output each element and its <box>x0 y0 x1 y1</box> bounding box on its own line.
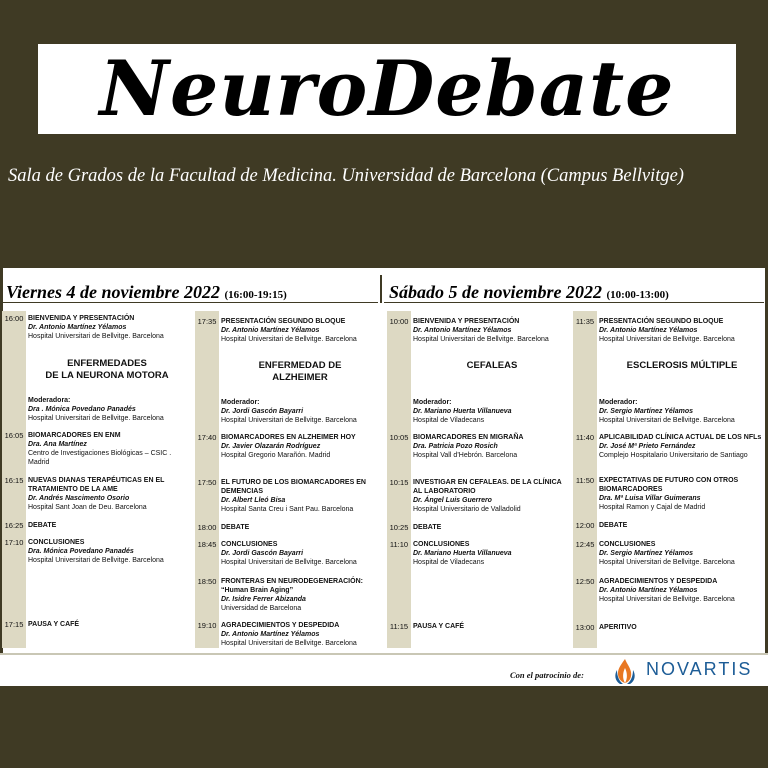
entry-title: BIENVENIDA Y PRESENTACIÓN <box>28 315 135 322</box>
entry-time: 12:45 <box>575 540 595 549</box>
schedule-entry <box>2 521 188 530</box>
entry-speaker: Dr. Sergio Martínez Yélamos <box>599 550 694 557</box>
entry-title: NUEVAS DIANAS TERAPÉUTICAS EN EL <box>28 477 165 484</box>
section-heading-line: ESCLEROSIS MÚLTIPLE <box>626 360 738 371</box>
entry-institution: Hospital Universitari de Bellvitge. Barcelona <box>221 640 357 647</box>
entry-title: CONCLUSIONES <box>221 541 278 548</box>
entry-time: 11:40 <box>575 433 595 442</box>
moderator-institution: Hospital Universitari de Bellvitge. Barcelona <box>221 417 357 424</box>
entry-time: 17:40 <box>197 433 217 442</box>
top-band <box>0 0 768 44</box>
schedule-entry <box>387 433 573 460</box>
section-heading-line: ENFERMEDAD DE <box>258 360 342 371</box>
moderator-block <box>573 398 767 425</box>
entry-title: DEMENCIAS <box>221 488 264 495</box>
entry-time: 11:15 <box>389 622 409 631</box>
schedule-entry <box>387 478 573 514</box>
entry-title: BIOMARCADORES EN ENM <box>28 432 121 439</box>
entry-speaker: Dr. Antonio Martínez Yélamos <box>599 587 698 594</box>
entry-time: 16:05 <box>4 431 24 440</box>
entry-speaker: Dra. Mª Luisa Villar Guimerans <box>599 495 701 502</box>
entry-institution: Hospital Ramon y Cajal de Madrid <box>599 504 706 511</box>
schedule-entry <box>387 317 573 344</box>
section-heading <box>411 360 573 372</box>
entry-speaker: Dr. José Mª Prieto Fernández <box>599 443 696 450</box>
entry-institution: Hospital Universitari de Bellvitge. Barcelona <box>221 559 357 566</box>
entry-time: 16:15 <box>4 476 24 485</box>
entry-time: 16:25 <box>4 521 24 530</box>
entry-speaker: Dr. Jordi Gascón Bayarri <box>221 550 304 557</box>
moderator-label: Moderador: <box>413 399 452 406</box>
entry-title: EL FUTURO DE LOS BIOMARCADORES EN <box>221 479 366 486</box>
footer-band <box>0 686 768 768</box>
page-title: NeuroDebate <box>99 44 675 133</box>
friday-rule <box>3 302 378 303</box>
entry-time: 10:05 <box>389 433 409 442</box>
entry-title: PAUSA Y CAFÉ <box>28 621 80 628</box>
entry-title: “Human Brain Aging” <box>221 587 294 594</box>
entry-institution: Hospital Universitari de Bellvitge. Barcelona <box>413 336 549 343</box>
entry-title: BIOMARCADORES <box>599 486 663 493</box>
novartis-logo <box>608 656 756 686</box>
friday-column-2 <box>195 311 381 648</box>
section-heading <box>26 358 188 382</box>
moderator-institution: Hospital Universitari de Bellvitge. Barcelona <box>599 417 735 424</box>
venue-subtitle: Sala de Grados de la Facultad de Medicina. Universidad de Barcelona (Campus Bellvitge) <box>8 166 684 186</box>
entry-title: DEBATE <box>599 522 628 529</box>
entry-institution: Hospital Universitario de Valladolid <box>413 506 521 513</box>
entry-time: 17:35 <box>197 317 217 326</box>
entry-institution: Hospital Santa Creu i Sant Pau. Barcelona <box>221 506 354 513</box>
moderator-block <box>2 396 188 423</box>
entry-time: 18:50 <box>197 577 217 586</box>
schedule-entry <box>2 314 188 341</box>
friday-date: Viernes 4 de noviembre 2022 <box>6 282 220 302</box>
entry-institution: Hospital Universitari de Bellvitge. Barcelona <box>599 559 735 566</box>
saturday-column-1 <box>387 311 573 648</box>
entry-title: APLICABILIDAD CLÍNICA ACTUAL DE LOS NFLs <box>599 434 762 441</box>
entry-institution: Hospital Universitari de Bellvitge. Barcelona <box>221 336 357 343</box>
day-divider <box>380 275 382 303</box>
entry-title: DEBATE <box>28 522 57 529</box>
entry-institution: Hospital Universitari de Bellvitge. Barcelona <box>28 333 164 340</box>
moderator-institution: Hospital Universitari de Bellvitge. Barcelona <box>28 415 164 422</box>
entry-institution: Hospital Gregorio Marañón. Madrid <box>221 452 331 459</box>
schedule-entry <box>573 476 767 512</box>
schedule-entry <box>573 433 767 460</box>
schedule-entry <box>195 621 381 648</box>
schedule-entry <box>195 433 381 460</box>
entry-speaker: Dr. Isidre Ferrer Abizanda <box>221 596 306 603</box>
saturday-hours: (10:00-13:00) <box>606 289 669 301</box>
schedule-entry <box>573 577 767 604</box>
entry-time: 12:50 <box>575 577 595 586</box>
entry-title: FRONTERAS EN NEURODEGENERACIÓN: <box>221 578 363 585</box>
schedule-entry <box>573 540 767 567</box>
entry-institution: Hospital Sant Joan de Deu. Barcelona <box>28 504 147 511</box>
moderator-label: Moderadora: <box>28 397 71 404</box>
section-heading <box>219 360 381 384</box>
schedule-entry <box>195 577 381 613</box>
schedule-entry <box>195 317 381 344</box>
moderator-name: Dr. Mariano Huerta Villanueva <box>413 408 512 415</box>
entry-institution: Universidad de Barcelona <box>221 605 302 612</box>
entry-title: AGRADECIMIENTOS Y DESPEDIDA <box>221 622 340 629</box>
schedule-entry <box>573 623 767 632</box>
schedule-entry <box>195 540 381 567</box>
friday-title <box>6 282 287 303</box>
entry-speaker: Dra. Patricia Pozo Rosich <box>413 443 498 450</box>
entry-institution: Hospital Universitari de Bellvitge. Barcelona <box>28 557 164 564</box>
logo-wordmark: NOVARTIS <box>646 659 753 679</box>
entry-title: APERITIVO <box>599 624 637 631</box>
entry-title: BIOMARCADORES EN MIGRAÑA <box>413 434 524 441</box>
moderator-label: Moderador: <box>599 399 638 406</box>
entry-time: 16:00 <box>4 314 24 323</box>
entry-title: AL LABORATORIO <box>413 488 476 495</box>
section-heading-line: ENFERMEDADES <box>67 358 147 369</box>
moderator-block <box>387 398 573 425</box>
moderator-name: Dr. Sergio Martínez Yélamos <box>599 408 694 415</box>
entry-speaker: Dr. Albert Lleó Bisa <box>221 497 286 504</box>
section-heading-line: ALZHEIMER <box>272 372 328 383</box>
title-box <box>38 44 736 134</box>
section-heading-line: CEFALEAS <box>466 360 518 371</box>
entry-title: PAUSA Y CAFÉ <box>413 623 465 630</box>
entry-speaker: Dr. Mariano Huerta Villanueva <box>413 550 512 557</box>
entry-institution: Hospital Universitari de Bellvitge. Barcelona <box>599 596 735 603</box>
entry-time: 10:15 <box>389 478 409 487</box>
schedule-entry <box>573 317 767 344</box>
entry-speaker: Dr. Antonio Martínez Yélamos <box>413 327 512 334</box>
entry-time: 10:25 <box>389 523 409 532</box>
entry-title: DEBATE <box>413 524 442 531</box>
schedule-entry <box>2 476 188 512</box>
moderator-name: Dra . Mónica Povedano Panadés <box>28 406 136 413</box>
entry-title: BIENVENIDA Y PRESENTACIÓN <box>413 318 520 325</box>
section-heading-line: DE LA NEURONA MOTORA <box>45 370 169 381</box>
moderator-name: Dr. Jordi Gascón Bayarri <box>221 408 304 415</box>
entry-time: 11:50 <box>575 476 595 485</box>
entry-institution: Hospital de Viladecans <box>413 559 485 566</box>
entry-time: 17:50 <box>197 478 217 487</box>
entry-title: PRESENTACIÓN SEGUNDO BLOQUE <box>599 318 724 325</box>
entry-speaker: Dr. Javier Olazarán Rodríguez <box>221 443 321 450</box>
saturday-date: Sábado 5 de noviembre 2022 <box>389 282 602 302</box>
entry-time: 18:00 <box>197 523 217 532</box>
entry-speaker: Dr. Andrés Nascimento Osorio <box>28 495 130 502</box>
section-heading <box>597 360 767 372</box>
entry-speaker: Dr. Antonio Martínez Yélamos <box>28 324 127 331</box>
entry-institution: Hospital Universitari de Bellvitge. Barcelona <box>599 336 735 343</box>
entry-institution: Centro de Investigaciones Biológicas – CSIC . <box>28 450 172 457</box>
entry-speaker: Dr. Antonio Martínez Yélamos <box>599 327 698 334</box>
entry-time: 19:10 <box>197 621 217 630</box>
entry-title: CONCLUSIONES <box>413 541 470 548</box>
entry-speaker: Dr. Antonio Martínez Yélamos <box>221 631 320 638</box>
entry-time: 10:00 <box>389 317 409 326</box>
sponsor-label: Con el patrocinio de: <box>510 670 584 680</box>
entry-title: CONCLUSIONES <box>599 541 656 548</box>
schedule-entry <box>387 523 573 532</box>
entry-title: BIOMARCADORES EN ALZHEIMER HOY <box>221 434 356 441</box>
entry-title: AGRADECIMIENTOS Y DESPEDIDA <box>599 578 718 585</box>
entry-time: 11:35 <box>575 317 595 326</box>
flame-icon <box>610 656 640 686</box>
saturday-column-2 <box>573 311 767 648</box>
moderator-label: Moderador: <box>221 399 260 406</box>
friday-column-1 <box>2 311 188 648</box>
schedule-entry <box>195 478 381 514</box>
entry-speaker: Dr. Antonio Martínez Yélamos <box>221 327 320 334</box>
entry-time: 17:15 <box>4 620 24 629</box>
entry-speaker: Dr. Ángel Luis Guerrero <box>413 497 492 504</box>
saturday-rule <box>384 302 764 303</box>
entry-title: DEBATE <box>221 524 250 531</box>
moderator-institution: Hospital de Viladecans <box>413 417 485 424</box>
entry-institution: Hospital Vall d’Hebrón. Barcelona <box>413 452 518 459</box>
entry-time: 18:45 <box>197 540 217 549</box>
entry-time: 17:10 <box>4 538 24 547</box>
entry-title: INVESTIGAR EN CEFALEAS. DE LA CLÍNICA <box>413 479 562 486</box>
entry-speaker: Dra. Mónica Povedano Panadés <box>28 548 134 555</box>
saturday-title <box>389 282 669 303</box>
entry-institution: Madrid <box>28 459 50 466</box>
schedule-entry <box>2 538 188 565</box>
schedule-entry <box>573 521 767 530</box>
mid-band <box>0 134 768 266</box>
entry-institution: Complejo Hospitalario Universitario de Santiago <box>599 452 748 459</box>
entry-speaker: Dra. Ana Martínez <box>28 441 87 448</box>
schedule-entry <box>2 431 188 467</box>
schedule-entry <box>2 620 188 629</box>
entry-time: 12:00 <box>575 521 595 530</box>
entry-time: 11:10 <box>389 540 409 549</box>
schedule-entry <box>387 540 573 567</box>
schedule-entry <box>195 523 381 532</box>
moderator-block <box>195 398 381 425</box>
entry-title: PRESENTACIÓN SEGUNDO BLOQUE <box>221 318 346 325</box>
entry-time: 13:00 <box>575 623 595 632</box>
entry-title: CONCLUSIONES <box>28 539 85 546</box>
schedule-entry <box>387 622 573 631</box>
entry-title: TRATAMIENTO DE LA AME <box>28 486 118 493</box>
entry-title: EXPECTATIVAS DE FUTURO CON OTROS <box>599 477 739 484</box>
friday-hours: (16:00-19:15) <box>224 289 287 301</box>
